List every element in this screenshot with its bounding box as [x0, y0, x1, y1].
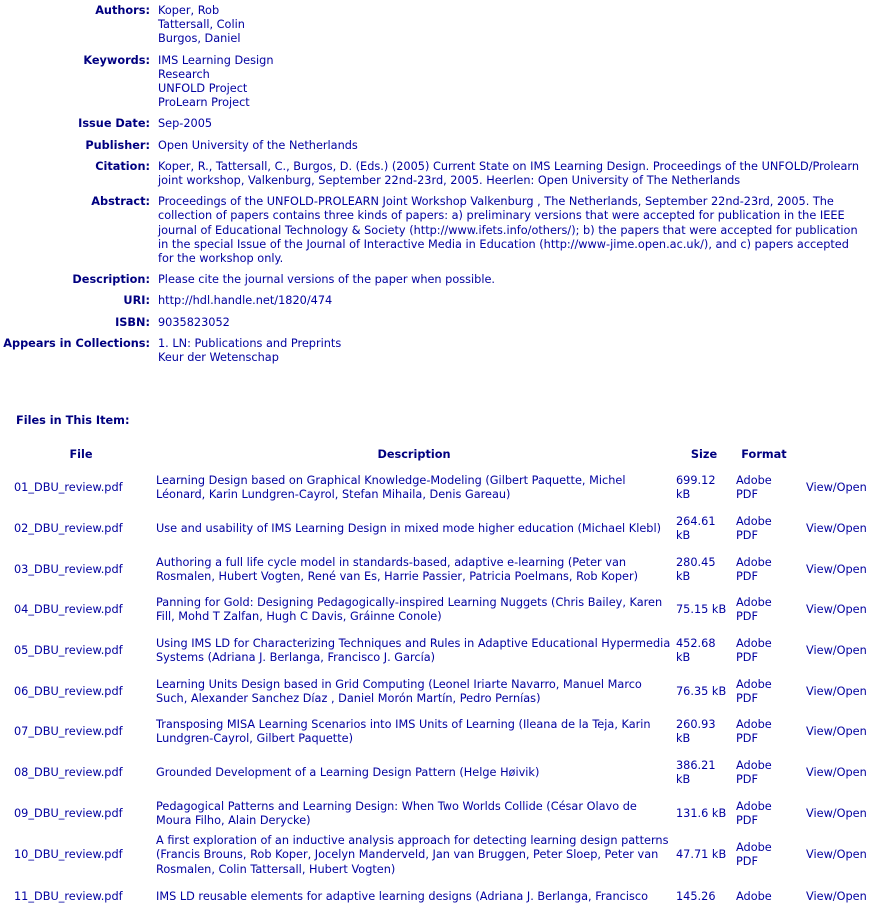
description-row — [0, 273, 870, 287]
collections-value — [158, 337, 870, 365]
file-name-link[interactable]: 01_DBU_review.pdf — [14, 481, 123, 495]
keywords-value — [158, 54, 870, 111]
file-description: Pedagogical Patterns and Learning Design: When Two Worlds Collide (César Olavo de Moura Filho, Alain Derycke) — [156, 799, 637, 827]
issue-date-row — [0, 117, 870, 131]
view-open-link[interactable]: View/Open — [806, 521, 867, 535]
keyword: ProLearn Project — [158, 96, 250, 110]
file-name-link[interactable]: 11_DBU_review.pdf — [14, 890, 123, 904]
uri-link[interactable]: http://hdl.handle.net/1820/474 — [158, 294, 333, 308]
file-row — [8, 590, 870, 631]
file-row — [8, 712, 870, 753]
file-format: Adobe PDF — [736, 474, 772, 502]
publisher-row — [0, 139, 870, 153]
file-row — [8, 549, 870, 590]
file-row — [8, 671, 870, 712]
file-row — [8, 834, 870, 877]
file-size: 47.71 kB — [676, 848, 727, 862]
view-open-link[interactable]: View/Open — [806, 890, 867, 904]
file-size: 280.45 kB — [676, 555, 716, 583]
isbn-label: ISBN: — [115, 315, 150, 329]
file-format: Adobe PDF — [736, 514, 772, 543]
file-format: Adobe PDF — [736, 596, 772, 624]
file-format: Adobe — [736, 890, 772, 904]
file-description: Transposing MISA Learning Scenarios into IMS Units of Learning (Ileana de la Teja, Karin Lundgren-Cayrol, Gilbert Paquette) — [156, 718, 651, 746]
authors-value — [158, 4, 870, 47]
description-value: Please cite the journal versions of the paper when possible. — [158, 273, 496, 287]
view-open-link[interactable]: View/Open — [806, 806, 867, 820]
uri-row — [0, 294, 870, 308]
description-label: Description: — [72, 273, 150, 287]
file-row — [8, 753, 870, 794]
file-size: 452.68 kB — [676, 636, 716, 665]
file-size: 699.12 kB — [676, 474, 716, 502]
file-name-link[interactable]: 09_DBU_review.pdf — [14, 806, 123, 820]
author-link[interactable]: Burgos, Daniel — [158, 32, 241, 46]
collection-link[interactable]: 1. LN: Publications and Preprints — [158, 336, 342, 350]
file-description: Using IMS LD for Characterizing Techniques and Rules in Adaptive Educational Hypermedia Systems (Adriana J. Berlanga, Francisco J. García) — [156, 636, 671, 665]
file-description: IMS LD reusable elements for adaptive learning designs (Adriana J. Berlanga, Francisco — [156, 890, 648, 904]
abstract-label: Abstract: — [91, 195, 150, 209]
format-column-header: Format — [741, 447, 787, 461]
issue-date-label: Issue Date: — [78, 117, 150, 131]
file-row — [8, 631, 870, 672]
file-row — [8, 794, 870, 835]
file-name-link[interactable]: 06_DBU_review.pdf — [14, 684, 123, 698]
uri-label: URI: — [123, 294, 150, 308]
file-format: Adobe PDF — [736, 841, 772, 869]
author-link[interactable]: Koper, Rob — [158, 4, 220, 17]
abstract-row — [0, 195, 870, 266]
file-description: Authoring a full life cycle model in standards-based, adaptive e-learning (Peter van Rosmalen, Hubert Vogten, René van Es, Harrie Passier, Patricia Poelmans, Rob Koper) — [156, 555, 639, 583]
file-description: Panning for Gold: Designing Pedagogically-inspired Learning Nuggets (Chris Bailey, Karen Fill, Mohd T Zalfan, Hugh C Davis, Gráinne Conole) — [156, 596, 663, 624]
file-size: 260.93 kB — [676, 718, 716, 746]
authors-label: Authors: — [95, 4, 150, 17]
file-format: Adobe PDF — [736, 636, 772, 665]
issue-date-value: Sep-2005 — [158, 117, 213, 131]
view-open-link[interactable]: View/Open — [806, 684, 867, 698]
view-open-link[interactable]: View/Open — [806, 481, 867, 495]
file-size: 76.35 kB — [676, 684, 727, 698]
file-row — [8, 468, 870, 509]
file-description: Learning Design based on Graphical Knowledge-Modeling (Gilbert Paquette, Michel Léonard, Karin Lundgren-Cayrol, Stefan Mihaila, Denis Gareau) — [156, 474, 626, 502]
files-heading: Files in This Item: — [16, 414, 130, 427]
view-open-link[interactable]: View/Open — [806, 643, 867, 657]
item-metadata-table — [0, 4, 870, 365]
keywords-label: Keywords: — [83, 53, 150, 67]
view-open-link[interactable]: View/Open — [806, 725, 867, 739]
view-open-link[interactable]: View/Open — [806, 562, 867, 576]
view-open-link[interactable]: View/Open — [806, 766, 867, 780]
isbn-row — [0, 316, 870, 330]
file-format: Adobe PDF — [736, 799, 772, 827]
keywords-row — [0, 54, 870, 111]
keyword: UNFOLD Project — [158, 82, 248, 96]
file-format: Adobe PDF — [736, 555, 772, 583]
file-name-link[interactable]: 04_DBU_review.pdf — [14, 603, 123, 617]
abstract-value: Proceedings of the UNFOLD-PROLEARN Joint Workshop Valkenburg , The Netherlands, September 22nd-23rd, 2005. The collection of papers contains three kinds of papers: a) preliminary versions that were accepted for publication in the IEEE journal of Educational Technology & Society (http://www.ifets.info/others/); b) the papers that were accepted for publication in the special Issue of the Journal of Interactive Media in Education (http://www-jime.open.ac.uk/), and c) papers accepted for the workshop only. — [158, 195, 858, 266]
author-link[interactable]: Tattersall, Colin — [158, 18, 245, 32]
file-name-link[interactable]: 08_DBU_review.pdf — [14, 766, 123, 780]
file-description: Learning Units Design based in Grid Computing (Leonel Iriarte Navarro, Manuel Marco Such, Alexander Sanchez Díaz , Daniel Morón Martín, Pedro Pernías) — [156, 677, 642, 705]
file-size: 264.61 kB — [676, 514, 716, 543]
view-open-link[interactable]: View/Open — [806, 603, 867, 617]
authors-row — [0, 4, 870, 47]
file-column-header: File — [69, 447, 93, 461]
collections-label: Appears in Collections: — [3, 336, 150, 350]
file-size: 75.15 kB — [676, 603, 727, 617]
citation-row — [0, 160, 870, 188]
file-name-link[interactable]: 10_DBU_review.pdf — [14, 848, 123, 862]
file-name-link[interactable]: 03_DBU_review.pdf — [14, 562, 123, 576]
keyword: Research — [158, 67, 210, 81]
file-row — [8, 509, 870, 550]
keyword: IMS Learning Design — [158, 53, 274, 67]
file-size: 131.6 kB — [676, 806, 727, 820]
publisher-value: Open University of the Netherlands — [158, 138, 358, 152]
view-open-link[interactable]: View/Open — [806, 848, 867, 862]
file-format: Adobe PDF — [736, 758, 772, 787]
file-format: Adobe PDF — [736, 677, 772, 705]
citation-value: Koper, R., Tattersall, C., Burgos, D. (Eds.) (2005) Current State on IMS Learning Design. Proceedings of the UNFOLD/Prolearn joint workshop, Valkenburg, September 22nd-23rd, 2005. Heerlen: Open University of The Netherlands — [158, 159, 860, 188]
description-column-header: Description — [377, 447, 451, 461]
file-size: 145.26 — [676, 890, 716, 904]
file-name-link[interactable]: 07_DBU_review.pdf — [14, 725, 123, 739]
file-name-link[interactable]: 02_DBU_review.pdf — [14, 521, 123, 535]
files-table — [8, 446, 870, 917]
file-format: Adobe PDF — [736, 718, 772, 746]
collections-row — [0, 337, 870, 365]
files-table-header — [8, 446, 870, 468]
file-description: A first exploration of an inductive analysis approach for detecting learning design patterns (Francis Brouns, Rob Koper, Jocelyn Manderveld, Jan van Bruggen, Peter Sloep, Peter van Rosmalen, Colin Tattersall, Hubert Vogten) — [156, 834, 669, 876]
publisher-label: Publisher: — [85, 138, 150, 152]
isbn-value: 9035823052 — [158, 315, 230, 329]
file-description: Grounded Development of a Learning Design Pattern (Helge Høivik) — [156, 766, 540, 780]
file-name-link[interactable]: 05_DBU_review.pdf — [14, 643, 123, 657]
action-column-header — [794, 446, 870, 468]
file-size: 386.21 kB — [676, 758, 716, 787]
collection-link[interactable]: Keur der Wetenschap — [158, 351, 279, 365]
file-row — [8, 877, 870, 917]
size-column-header: Size — [690, 447, 718, 461]
file-description: Use and usability of IMS Learning Design in mixed mode higher education (Michael Klebl) — [156, 521, 662, 535]
citation-label: Citation: — [95, 159, 150, 173]
